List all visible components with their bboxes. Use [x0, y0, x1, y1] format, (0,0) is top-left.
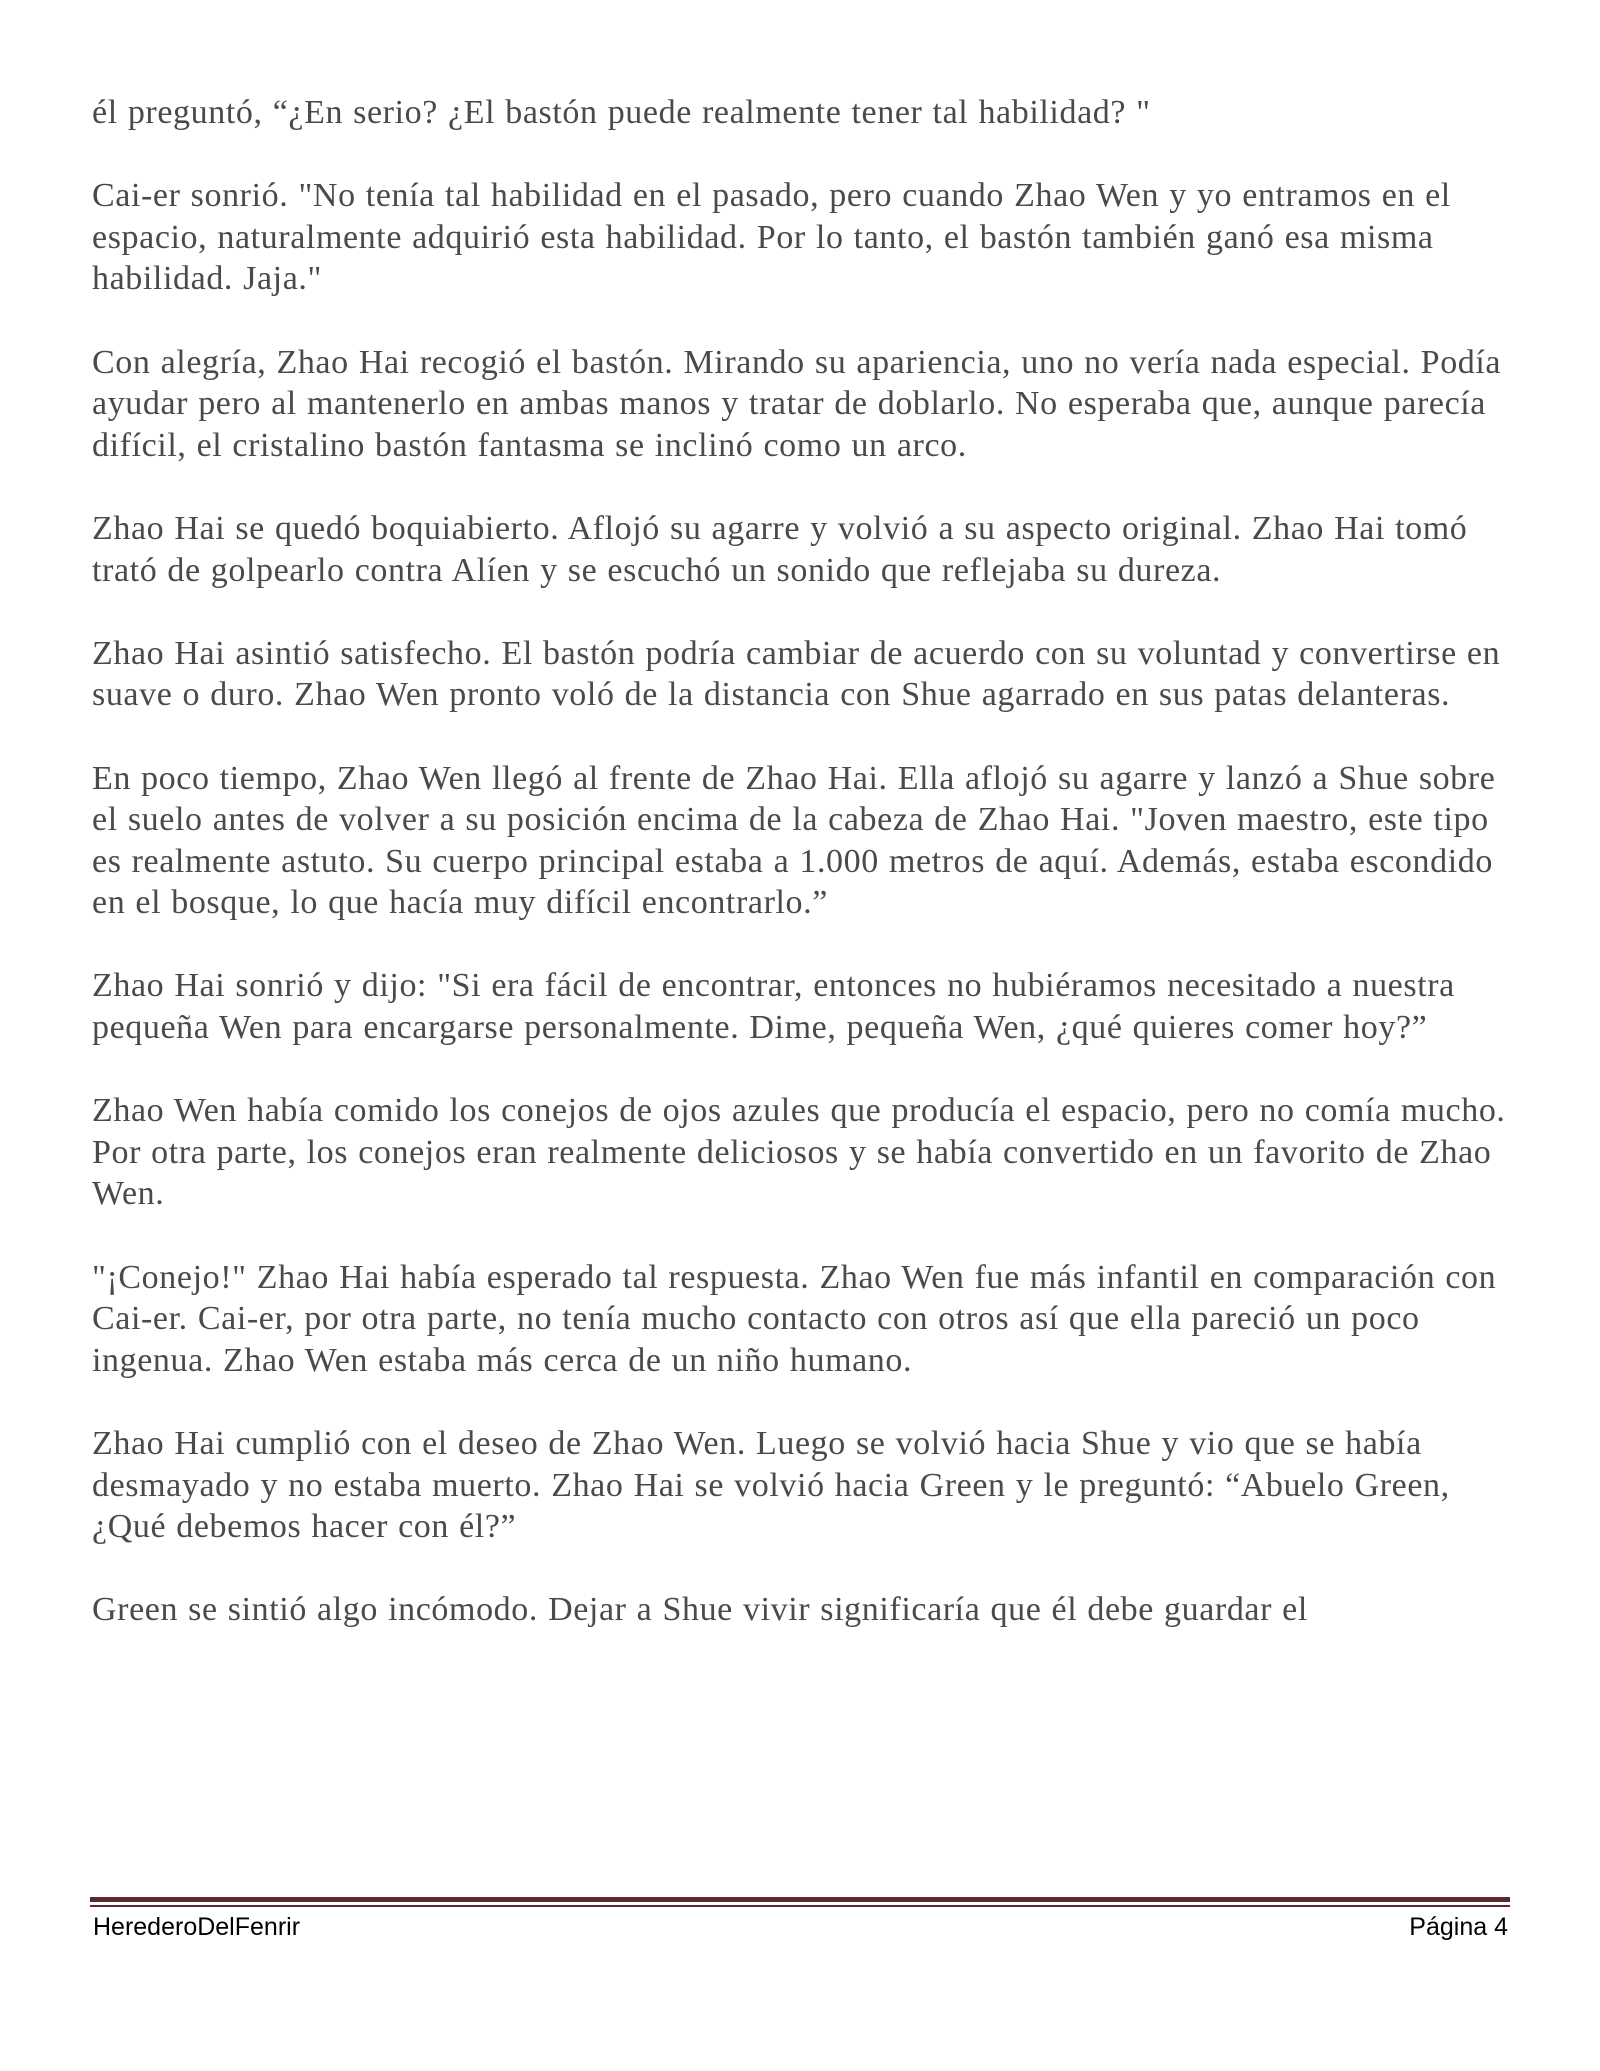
paragraph-3: Con alegría, Zhao Hai recogió el bastón. Mirando su apariencia, uno no vería nada especial. Podía ayudar pero al mantenerlo en ambas manos y tratar de doblarlo. No esperaba que, aunque parecía difícil, el cristalino bastón fantasma se inclinó como un arco.: [92, 343, 1502, 464]
paragraph-5: Zhao Hai asintió satisfecho. El bastón podría cambiar de acuerdo con su voluntad y convertirse en suave o duro. Zhao Wen pronto voló de la distancia con Shue agarrado en sus patas delanteras.: [92, 634, 1501, 714]
paragraph-1: él preguntó, “¿En serio? ¿El bastón puede realmente tener tal habilidad? ": [92, 94, 1151, 131]
footer-divider-thick: [90, 1897, 1510, 1902]
paragraph-2: Cai-er sonrió. "No tenía tal habilidad en el pasado, pero cuando Zhao Wen y yo entramos en el espacio, naturalmente adquirió esta habilidad. Por lo tanto, el bastón también ganó esa misma habilidad. Jaja.": [92, 177, 1451, 298]
paragraph-7: Zhao Hai sonrió y dijo: "Si era fácil de encontrar, entonces no hubiéramos necesitado a nuestra pequeña Wen para encargarse personalmente. Dime, pequeña Wen, ¿qué quieres comer hoy?”: [92, 967, 1455, 1047]
footer-divider-thin: [90, 1905, 1510, 1907]
paragraph-9: "¡Conejo!" Zhao Hai había esperado tal respuesta. Zhao Wen fue más infantil en comparación con Cai-er. Cai-er, por otra parte, no tenía mucho contacto con otros así que ella pareció un poco ingenua. Zhao Wen estaba más cerca de un niño humano.: [92, 1258, 1497, 1379]
paragraph-6: En poco tiempo, Zhao Wen llegó al frente de Zhao Hai. Ella aflojó su agarre y lanzó a Shue sobre el suelo antes de volver a su posición encima de la cabeza de Zhao Hai. "Joven maestro, este tipo es realmente astuto. Su cuerpo principal estaba a 1.000 metros de aquí. Además, estaba escondido en el bosque, lo que hacía muy difícil encontrarlo.”: [92, 759, 1496, 922]
paragraph-10: Zhao Hai cumplió con el deseo de Zhao Wen. Luego se volvió hacia Shue y vio que se había desmayado y no estaba muerto. Zhao Hai se volvió hacia Green y le preguntó: “Abuelo Green, ¿Qué debemos hacer con él?”: [92, 1425, 1450, 1546]
body-text: [92, 92, 1512, 1673]
footer-author: HerederoDelFenrir: [93, 1913, 301, 1941]
paragraph-4: Zhao Hai se quedó boquiabierto. Aflojó su agarre y volvió a su aspecto original. Zhao Hai tomó trató de golpearlo contra Alíen y se escuchó un sonido que reflejaba su dureza.: [92, 509, 1468, 589]
paragraph-8: Zhao Wen había comido los conejos de ojos azules que producía el espacio, pero no comía mucho. Por otra parte, los conejos eran realmente deliciosos y se había convertido en un favorito de Zhao Wen.: [92, 1092, 1506, 1213]
footer-page-number: Página 4: [1409, 1913, 1508, 1941]
paragraph-11: Green se sintió algo incómodo. Dejar a Shue vivir significaría que él debe guardar el: [92, 1591, 1308, 1629]
